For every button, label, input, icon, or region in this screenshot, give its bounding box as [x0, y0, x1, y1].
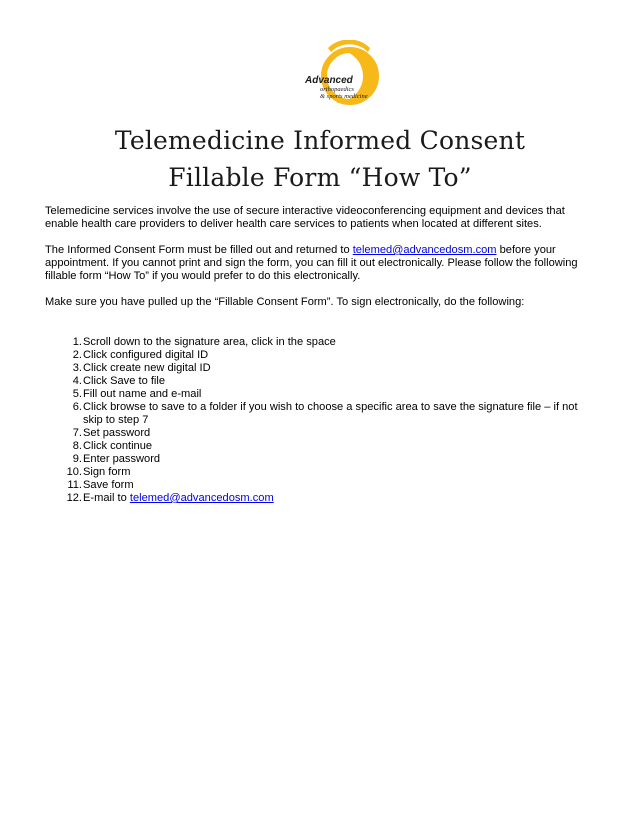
step-number: 3. — [72, 362, 82, 374]
intro-section — [45, 205, 600, 322]
logo-text-orthopaedics: orthopaedics — [320, 86, 354, 93]
step-number: 12. — [66, 492, 82, 504]
logo-text-sports-medicine: & sports medicine — [320, 93, 368, 100]
step-text: Click create new digital ID — [83, 362, 211, 374]
page-title-line-2: Fillable Form “How To” — [168, 163, 472, 192]
step-text: Click browse to save to a folder if you wish to choose a specific area to save the signature file – if not skip to step 7 — [83, 401, 578, 426]
email-link[interactable]: telemed@advancedosm.com — [352, 244, 497, 256]
step-number: 6. — [72, 401, 82, 413]
list-item — [45, 479, 600, 492]
list-item — [45, 427, 600, 440]
intro-paragraph-3: Make sure you have pulled up the “Fillable Consent Form”. To sign electronically, do the following: — [45, 296, 525, 308]
email-link-final[interactable]: telemed@advancedosm.com — [129, 492, 274, 504]
list-item — [45, 440, 600, 453]
step-text: Fill out name and e-mail — [83, 388, 202, 400]
step-number: 10. — [66, 466, 82, 478]
step-number: 5. — [72, 388, 82, 400]
list-item — [45, 453, 600, 466]
list-item — [45, 388, 600, 401]
step-text: Sign form — [83, 466, 131, 478]
list-item — [45, 362, 600, 375]
page-title-line-1: Telemedicine Informed Consent — [114, 126, 526, 155]
list-item — [45, 492, 600, 505]
step-text: Enter password — [83, 453, 161, 465]
list-item — [45, 401, 600, 427]
step-number: 9. — [72, 453, 82, 465]
steps-list — [45, 336, 600, 505]
step-number: 8. — [72, 440, 82, 452]
list-item — [45, 336, 600, 349]
intro-paragraph-2-text-before: The Informed Consent Form must be filled out and returned to — [45, 244, 353, 256]
list-item — [45, 375, 600, 388]
step-text: Click configured digital ID — [83, 349, 209, 361]
step-text: Click Save to file — [83, 375, 166, 387]
intro-paragraph-2 — [45, 244, 600, 283]
step-number: 2. — [72, 349, 82, 361]
step-text: Scroll down to the signature area, click in the space — [83, 336, 336, 348]
page-title — [0, 122, 640, 196]
step-number: 4. — [72, 375, 82, 387]
step-text: Click continue — [83, 440, 153, 452]
list-item — [45, 466, 600, 479]
step-text — [83, 492, 583, 505]
intro-paragraph-2-text-after: before your appointment. If you cannot print and sign the form, you can fill it out electronically. Please follow the following fillable form “How To” if you would prefer to do this electronically. — [45, 244, 578, 282]
step-number: 11. — [67, 479, 82, 491]
step-text: Save form — [83, 479, 134, 491]
step-number: 1. — [72, 336, 82, 348]
step-text-before-link: E-mail to — [83, 492, 130, 504]
logo-text-advanced: Advanced — [305, 75, 353, 86]
list-item — [45, 349, 600, 362]
practice-logo — [298, 40, 398, 108]
step-text: Set password — [83, 427, 151, 439]
logo-graphic — [298, 40, 398, 108]
intro-paragraph-1: Telemedicine services involve the use of secure interactive videoconferencing equipment and devices that enable health care providers to deliver health care services to patients when located at different sites. — [45, 205, 565, 230]
step-number: 7. — [72, 427, 82, 439]
